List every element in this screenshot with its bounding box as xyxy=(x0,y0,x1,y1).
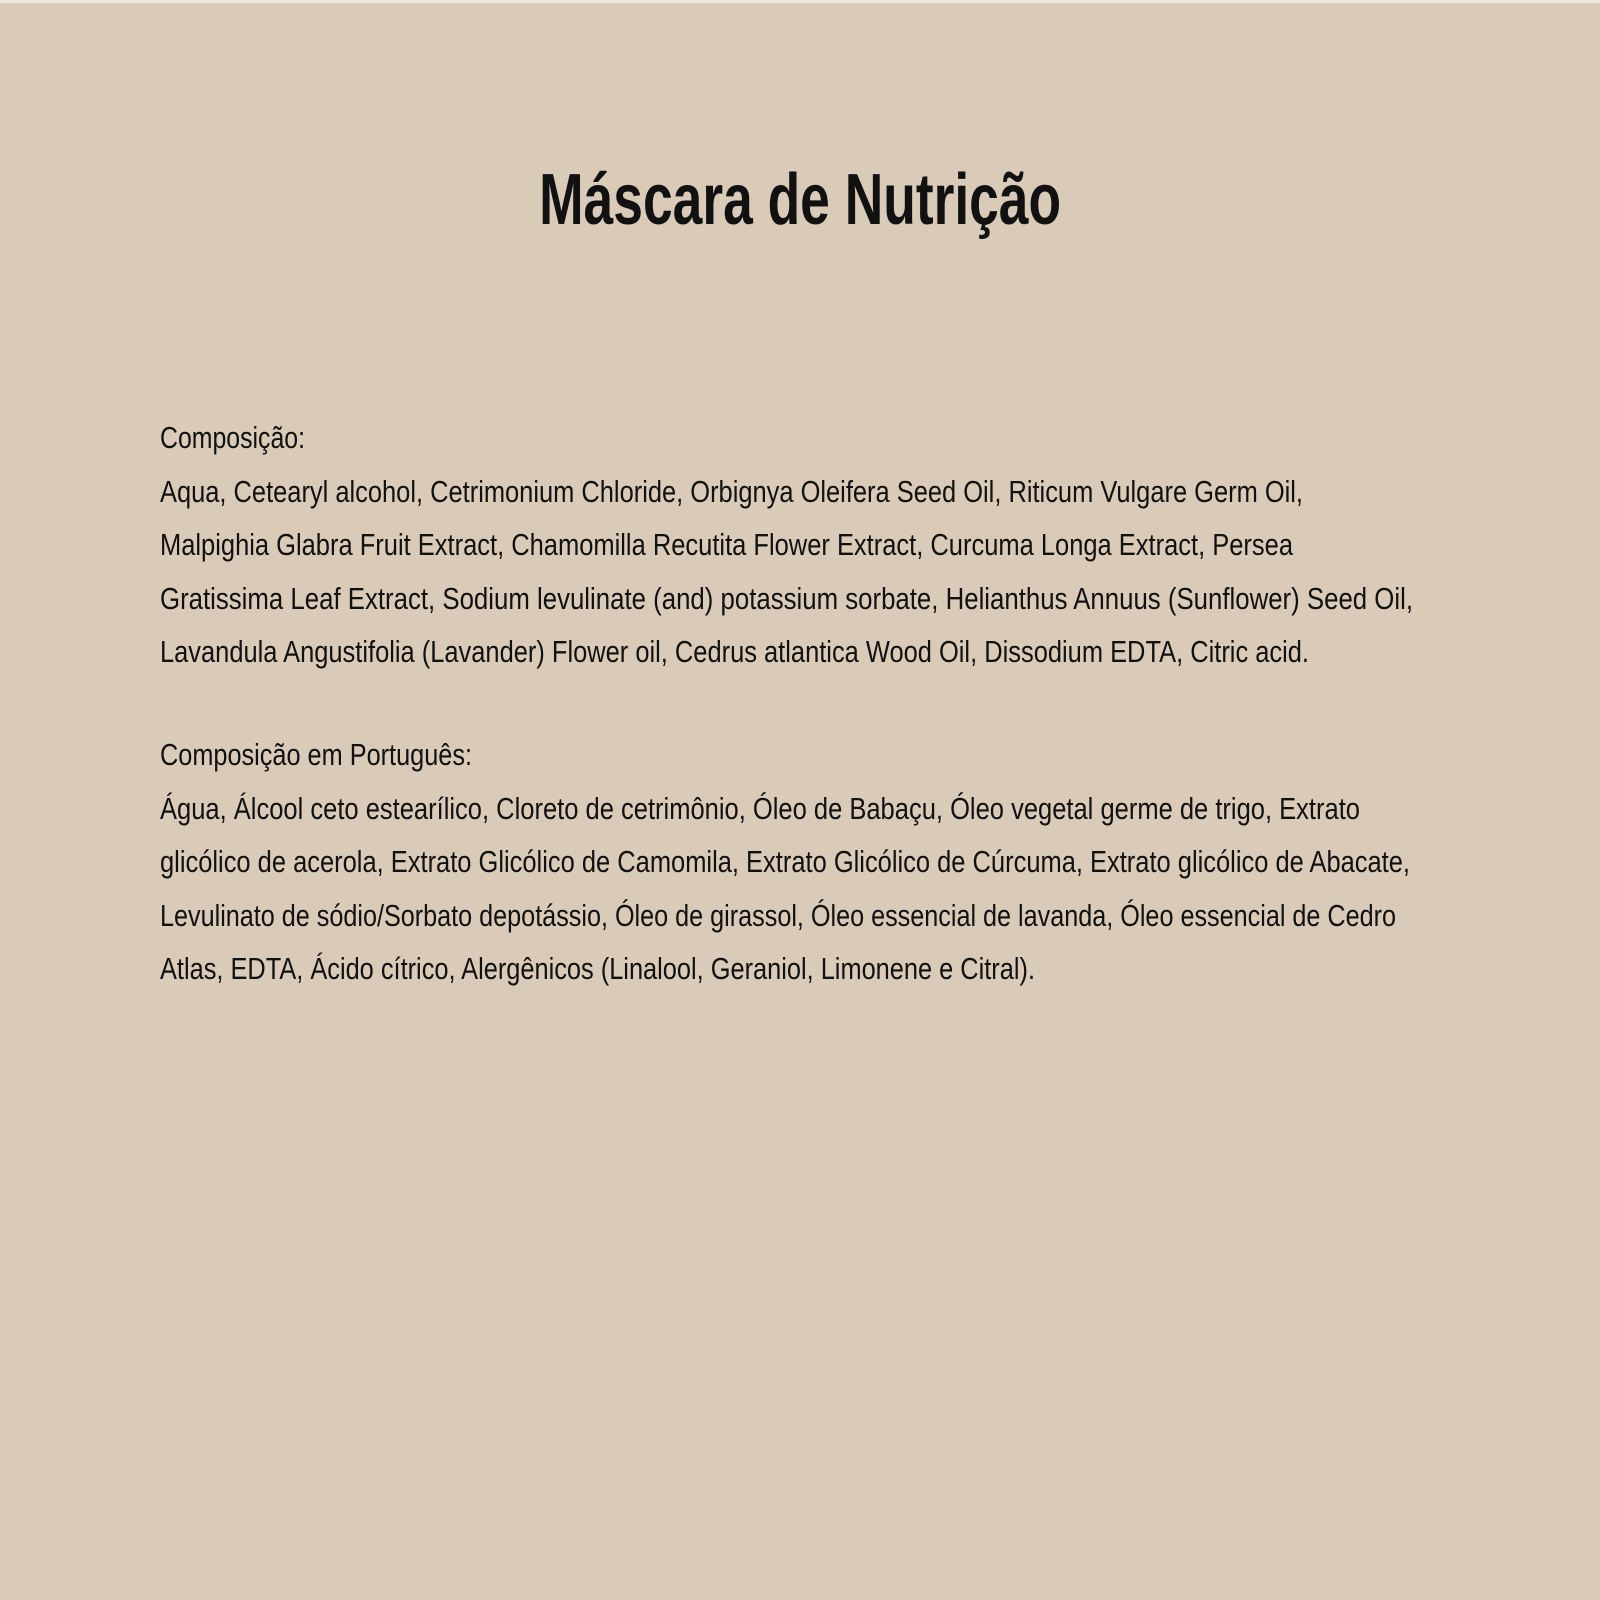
ingredient-line: Gratissima Leaf Extract, Sodium levulinate (and) potassium sorbate, Helianthus Annuus (Sunflower) Seed Oil, xyxy=(160,580,1413,616)
ingredient-line: Lavandula Angustifolia (Lavander) Flower oil, Cedrus atlantica Wood Oil, Dissodium EDTA, Citric acid. xyxy=(160,634,1309,669)
ingredient-line: Atlas, EDTA, Ácido cítrico, Alergênicos (Linalool, Geraniol, Limonene e Citral). xyxy=(160,951,1035,986)
page-title: Máscara de Nutrição xyxy=(538,160,1061,240)
composition-section xyxy=(160,411,1600,679)
top-edge xyxy=(0,0,1600,3)
ingredient-line: glicólico de acerola, Extrato Glicólico de Camomila, Extrato Glicólico de Cúrcuma, Extrato glicólico de Abacate, xyxy=(160,844,1410,879)
ingredient-line: Água, Álcool ceto estearílico, Cloreto de cetrimônio, Óleo de Babaçu, Óleo vegetal germe de trigo, Extrato xyxy=(160,790,1360,826)
ingredient-line: Aqua, Cetearyl alcohol, Cetrimonium Chloride, Orbignya Oleifera Seed Oil, Riticum Vulgare Germ Oil, xyxy=(160,473,1303,509)
ingredient-line: Malpighia Glabra Fruit Extract, Chamomilla Recutita Flower Extract, Curcuma Longa Extract, Persea xyxy=(160,527,1293,562)
section-heading: Composição em Português: xyxy=(160,737,472,772)
ingredient-line: Levulinato de sódio/Sorbato depotássio, Óleo de girassol, Óleo essencial de lavanda, Óleo essencial de Cedro xyxy=(160,897,1396,933)
composition-pt-section xyxy=(160,728,1600,996)
page-title-container xyxy=(0,158,1600,242)
section-heading: Composição: xyxy=(160,420,305,455)
